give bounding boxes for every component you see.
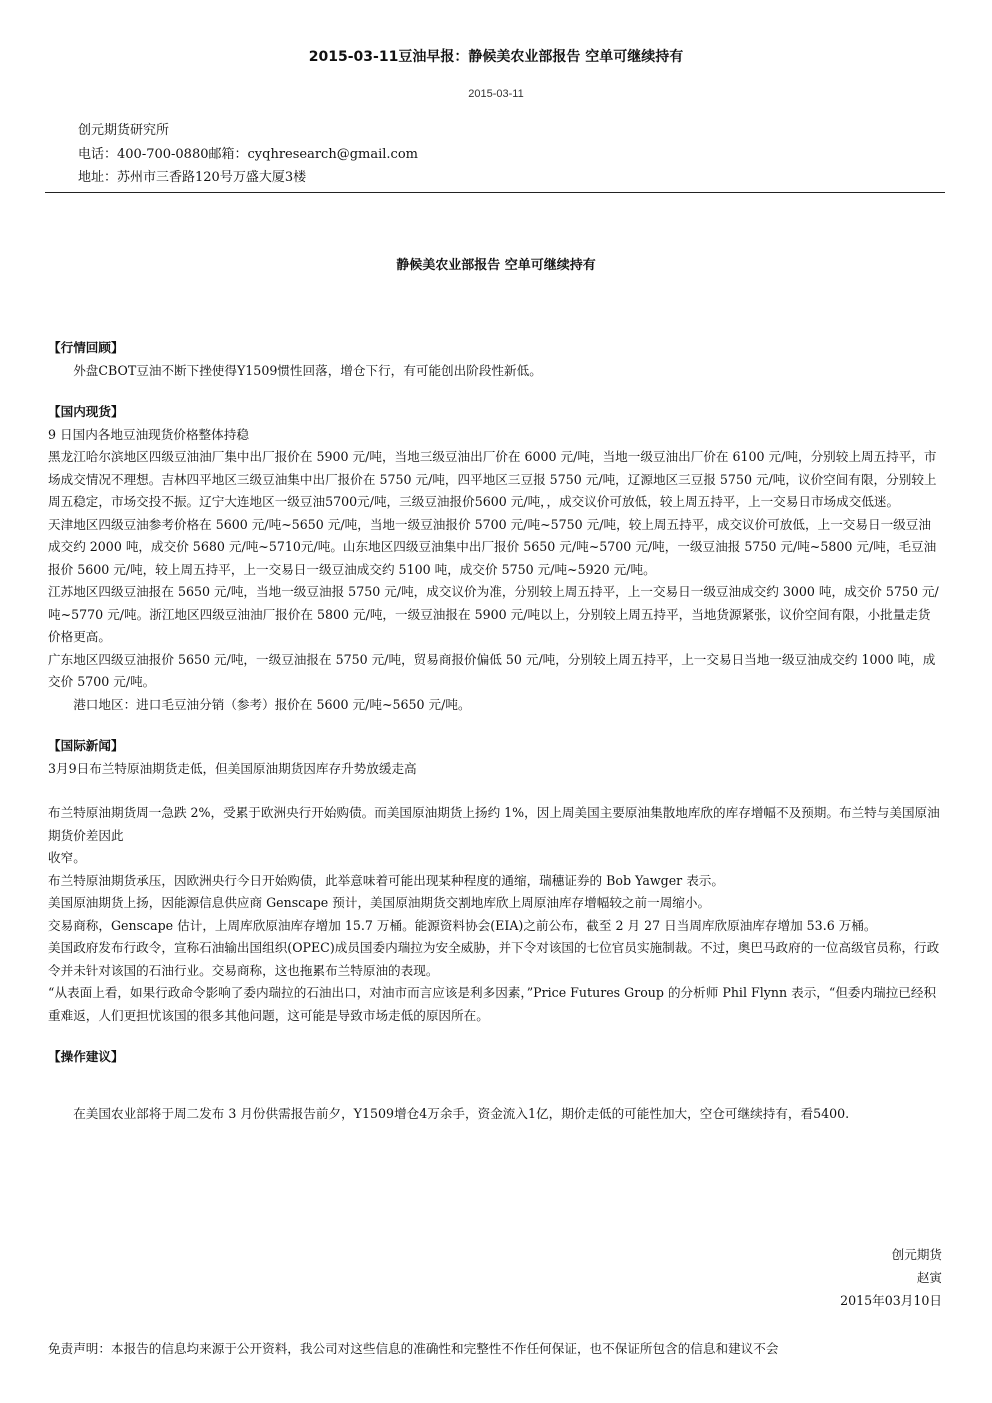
review-text: 外盘CBOT豆油不断下挫使得Y1509惯性回落，增仓下行，有可能创出阶段性新低。 bbox=[73, 362, 542, 378]
news-paragraph: 美国政府发布行政令，宣称石油输出国组织(OPEC)成员国委内瑞拉为安全威胁，并下令对该国的七位官员实施制裁。不过，奥巴马政府的一位高级官员称，行政令并未针对该国的石油行业。交易商称，这也拖累布兰特原油的表现。 bbox=[48, 940, 940, 978]
section-heading-news: 【国际新闻】 bbox=[48, 738, 124, 753]
section-heading-spot: 【国内现货】 bbox=[48, 404, 124, 419]
spot-paragraph-northeast: 黑龙江哈尔滨地区四级豆油油厂集中出厂报价在 5900 元/吨，当地三级豆油出厂价在 6000 元/吨，当地一级豆油出厂价在 6100 元/吨，分别较上周五持平，市场成交情况不理想。吉林四平地区三级豆油集中出厂报价在 5750 元/吨，四平地区三豆报 5750 元/吨，辽源地区三豆报 5750 元/吨，议价空间有限，分别较上周五稳定，市场交投不振。辽宁大连地区一级豆油5700元/吨，三级豆油报价5600 元/吨，，成交议价可放低，较上周五持平，上一交易日市场成交低迷。 bbox=[48, 449, 937, 509]
section-heading-advice: 【操作建议】 bbox=[48, 1049, 124, 1064]
news-paragraph: 布兰特原油期货周一急跌 2%，受累于欧洲央行开始购债。而美国原油期货上扬约 1%，因上周美国主要原油集散地库欣的库存增幅不及预期。布兰特与美国原油期货价差因此 bbox=[48, 805, 940, 843]
disclaimer: 免责声明：本报告的信息均来源于公开资料，我公司对这些信息的准确性和完整性不作任何保证，也不保证所包含的信息和建议不会 bbox=[48, 1341, 779, 1356]
news-paragraph: 美国原油期货上扬，因能源信息供应商 Genscape 预计，美国原油期货交割地库欣上周原油库存增幅较之前一周缩小。 bbox=[48, 895, 711, 910]
spot-summary: 9 日国内各地豆油现货价格整体持稳 bbox=[48, 426, 249, 442]
address-line: 地址：苏州市三香路120号万盛大厦3楼 bbox=[78, 170, 307, 185]
signature-date: 2015年03月10日 bbox=[840, 1293, 942, 1308]
spot-paragraph-port: 港口地区：进口毛豆油分销（参考）报价在 5600 元/吨~5650 元/吨。 bbox=[73, 696, 471, 712]
spot-paragraph-north: 天津地区四级豆油参考价格在 5600 元/吨~5650 元/吨，当地一级豆油报价 5700 元/吨~5750 元/吨，较上周五持平，成交议价可放低，上一交易日一级豆油成交约 2000 吨，成交价 5680 元/吨~5710元/吨。山东地区四级豆油集中出厂报价 5650 元/吨~5700 元/吨，一级豆油报 5750 元/吨~5800 元/吨，毛豆油报价 5600 元/吨，较上周五持平，上一交易日一级豆油成交约 5100 吨，成交价 5750 元/吨~5920 元/吨。 bbox=[48, 516, 937, 577]
spot-paragraph-east: 江苏地区四级豆油报在 5650 元/吨，当地一级豆油报 5750 元/吨，成交议价为准，分别较上周五持平，上一交易日一级豆油成交约 3000 吨，成交价 5750 元/吨~5770 元/吨。浙江地区四级豆油油厂报价在 5800 元/吨，一级豆油报在 5900 元/吨以上，分别较上周五持平，当地货源紧张，议价空间有限，小批量走货价格更高。 bbox=[48, 584, 939, 644]
advice-text: 在美国农业部将于周二发布 3 月份供需报告前夕，Y1509增仓4万余手，资金流入1亿，期价走低的可能性加大，空仓可继续持有，看5400. bbox=[73, 1105, 850, 1121]
report-date: 2015-03-11 bbox=[468, 88, 524, 100]
signature-author: 赵寅 bbox=[916, 1270, 942, 1285]
news-paragraph: 布兰特原油期货承压，因欧洲央行今日开始购债，此举意味着可能出现某种程度的通缩，瑞穗证券的 Bob Yawger 表示。 bbox=[48, 872, 724, 888]
section-heading-review: 【行情回顾】 bbox=[48, 340, 124, 355]
report-body bbox=[48, 337, 942, 1125]
report-title: 2015-03-11豆油早报：静候美农业部报告 空单可继续持有 bbox=[308, 49, 684, 65]
org-name: 创元期货研究所 bbox=[78, 123, 170, 138]
news-paragraph: “从表面上看，如果行政命令影响了委内瑞拉的石油出口，对油市而言应该是利多因素，”Price Futures Group 的分析师 Phil Flynn 表示，“但委内瑞拉已经积重难返，人们更担忧该国的很多其他问题，这可能是导致市场走低的原因所在。 bbox=[48, 985, 937, 1023]
spot-paragraph-south: 广东地区四级豆油报价 5650 元/吨，一级豆油报在 5750 元/吨，贸易商报价偏低 50 元/吨，分别较上周五持平，上一交易日当地一级豆油成交约 1000 吨，成交价 5700 元/吨。 bbox=[48, 651, 936, 689]
contact-line: 电话：400-700-0880邮箱：cyqhresearch@gmail.com bbox=[78, 147, 418, 162]
news-paragraph: 收窄。 bbox=[48, 850, 86, 865]
news-headline: 3月9日布兰特原油期货走低，但美国原油期货因库存升势放缓走高 bbox=[48, 760, 417, 776]
signature-company: 创元期货 bbox=[891, 1247, 942, 1262]
header-divider bbox=[45, 192, 945, 193]
news-paragraph: 交易商称，Genscape 估计，上周库欣原油库存增加 15.7 万桶。能源资料协会(EIA)之前公布，截至 2 月 27 日当周库欣原油库存增加 53.6 万桶。 bbox=[48, 917, 877, 933]
report-subtitle: 静候美农业部报告 空单可继续持有 bbox=[396, 258, 596, 273]
